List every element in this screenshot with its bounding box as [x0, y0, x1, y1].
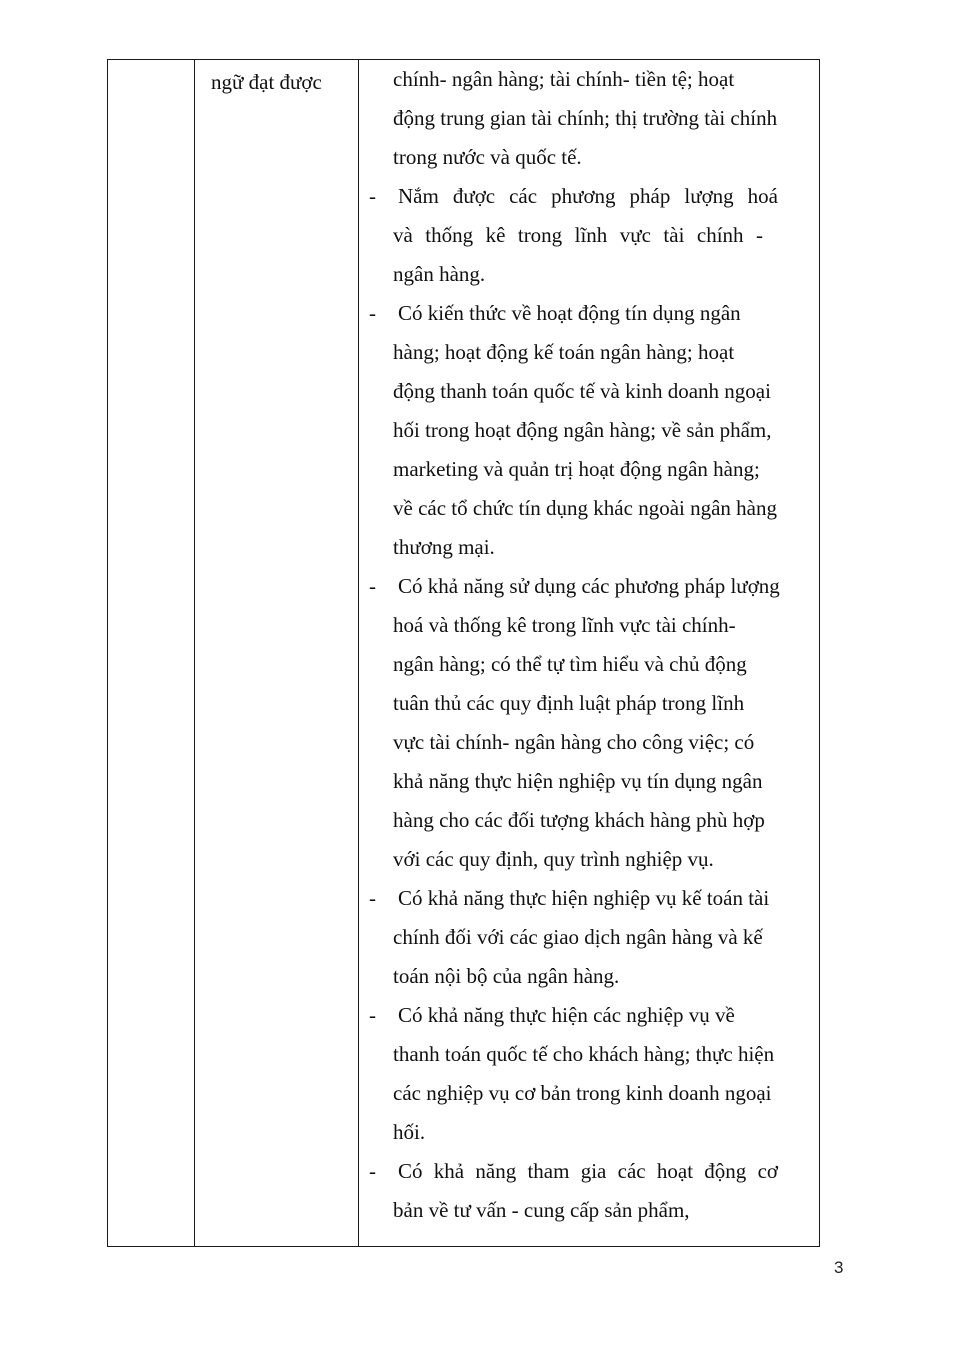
bullet-line-text: Có khả năng thực hiện các nghiệp vụ về [398, 1003, 735, 1027]
bullet-line: về các tổ chức tín dụng khác ngoài ngân hàng [393, 496, 777, 520]
bullet-line: các nghiệp vụ cơ bản trong kinh doanh ngoại [393, 1081, 772, 1105]
bullet-dash: - [369, 1159, 376, 1183]
bullet-first-line [359, 177, 819, 216]
bullet-line: hàng; hoạt động kế toán ngân hàng; hoạt [393, 340, 735, 364]
bullet-first-line [359, 567, 819, 606]
bullet-line: thương mại. [393, 535, 495, 559]
bullet-dash: - [369, 301, 376, 325]
bullet-item [359, 879, 819, 996]
bullet-line: khả năng thực hiện nghiệp vụ tín dụng ngân [393, 769, 763, 793]
bullet-line-text: Có kiến thức về hoạt động tín dụng ngân [398, 301, 741, 325]
bullet-dash: - [369, 184, 376, 208]
bullet-first-line [359, 1152, 819, 1191]
bullet-line-text: Có khả năng thực hiện nghiệp vụ kế toán tài [398, 886, 770, 910]
bullet-dash: - [369, 574, 376, 598]
content-cell [359, 60, 820, 1247]
continuation-line: trong nước và quốc tế. [393, 145, 582, 169]
label-cell [195, 60, 359, 1247]
bullet-first-line [359, 294, 819, 333]
empty-first-column-cell [108, 60, 195, 1247]
bullet-item [359, 294, 819, 567]
bullet-line-text: Nắm được các phương pháp lượng hoá [398, 184, 778, 208]
bullet-line: ngân hàng. [393, 262, 486, 286]
bullet-line: động thanh toán quốc tế và kinh doanh ngoại [393, 379, 771, 403]
label-text: ngữ đạt được [211, 70, 322, 94]
bullet-line: chính đối với các giao dịch ngân hàng và kế [393, 925, 763, 949]
bullet-line: hàng cho các đối tượng khách hàng phù hợp [393, 808, 765, 832]
bullet-line: với các quy định, quy trình nghiệp vụ. [393, 847, 714, 871]
bullet-line: và thống kê trong lĩnh vực tài chính - [393, 223, 763, 247]
bullet-line: vực tài chính- ngân hàng cho công việc; có [393, 730, 755, 754]
bullet-first-line [359, 996, 819, 1035]
content-body [359, 60, 819, 1230]
bullet-line: hối. [393, 1120, 426, 1144]
continuation-line: chính- ngân hàng; tài chính- tiền tệ; hoạt [393, 67, 735, 91]
bullet-line: tuân thủ các quy định luật pháp trong lĩnh [393, 691, 745, 715]
bullet-line-text: Có khả năng sử dụng các phương pháp lượng [398, 574, 780, 598]
bullet-item [359, 1152, 819, 1230]
bullet-dash: - [369, 1003, 376, 1027]
bullet-item [359, 567, 819, 879]
bullet-line: marketing và quản trị hoạt động ngân hàng; [393, 457, 760, 481]
bullet-item [359, 996, 819, 1152]
bullet-line: thanh toán quốc tế cho khách hàng; thực hiện [393, 1042, 775, 1066]
bullet-line: toán nội bộ của ngân hàng. [393, 964, 620, 988]
bullet-first-line [359, 879, 819, 918]
bullet-line-text: Có khả năng tham gia các hoạt động cơ [398, 1159, 778, 1183]
bullet-line: hối trong hoạt động ngân hàng; về sản phẩm, [393, 418, 772, 442]
continuation-line: động trung gian tài chính; thị trường tài chính [393, 106, 778, 130]
page-number: 3 [834, 1258, 844, 1277]
content-table [107, 59, 820, 1247]
bullet-line: ngân hàng; có thể tự tìm hiểu và chủ động [393, 652, 747, 676]
bullet-line: hoá và thống kê trong lĩnh vực tài chính- [393, 613, 736, 637]
bullet-dash: - [369, 886, 376, 910]
bullet-item [359, 177, 819, 294]
table-row [108, 60, 820, 1247]
bullet-line: bản về tư vấn - cung cấp sản phẩm, [393, 1198, 690, 1222]
